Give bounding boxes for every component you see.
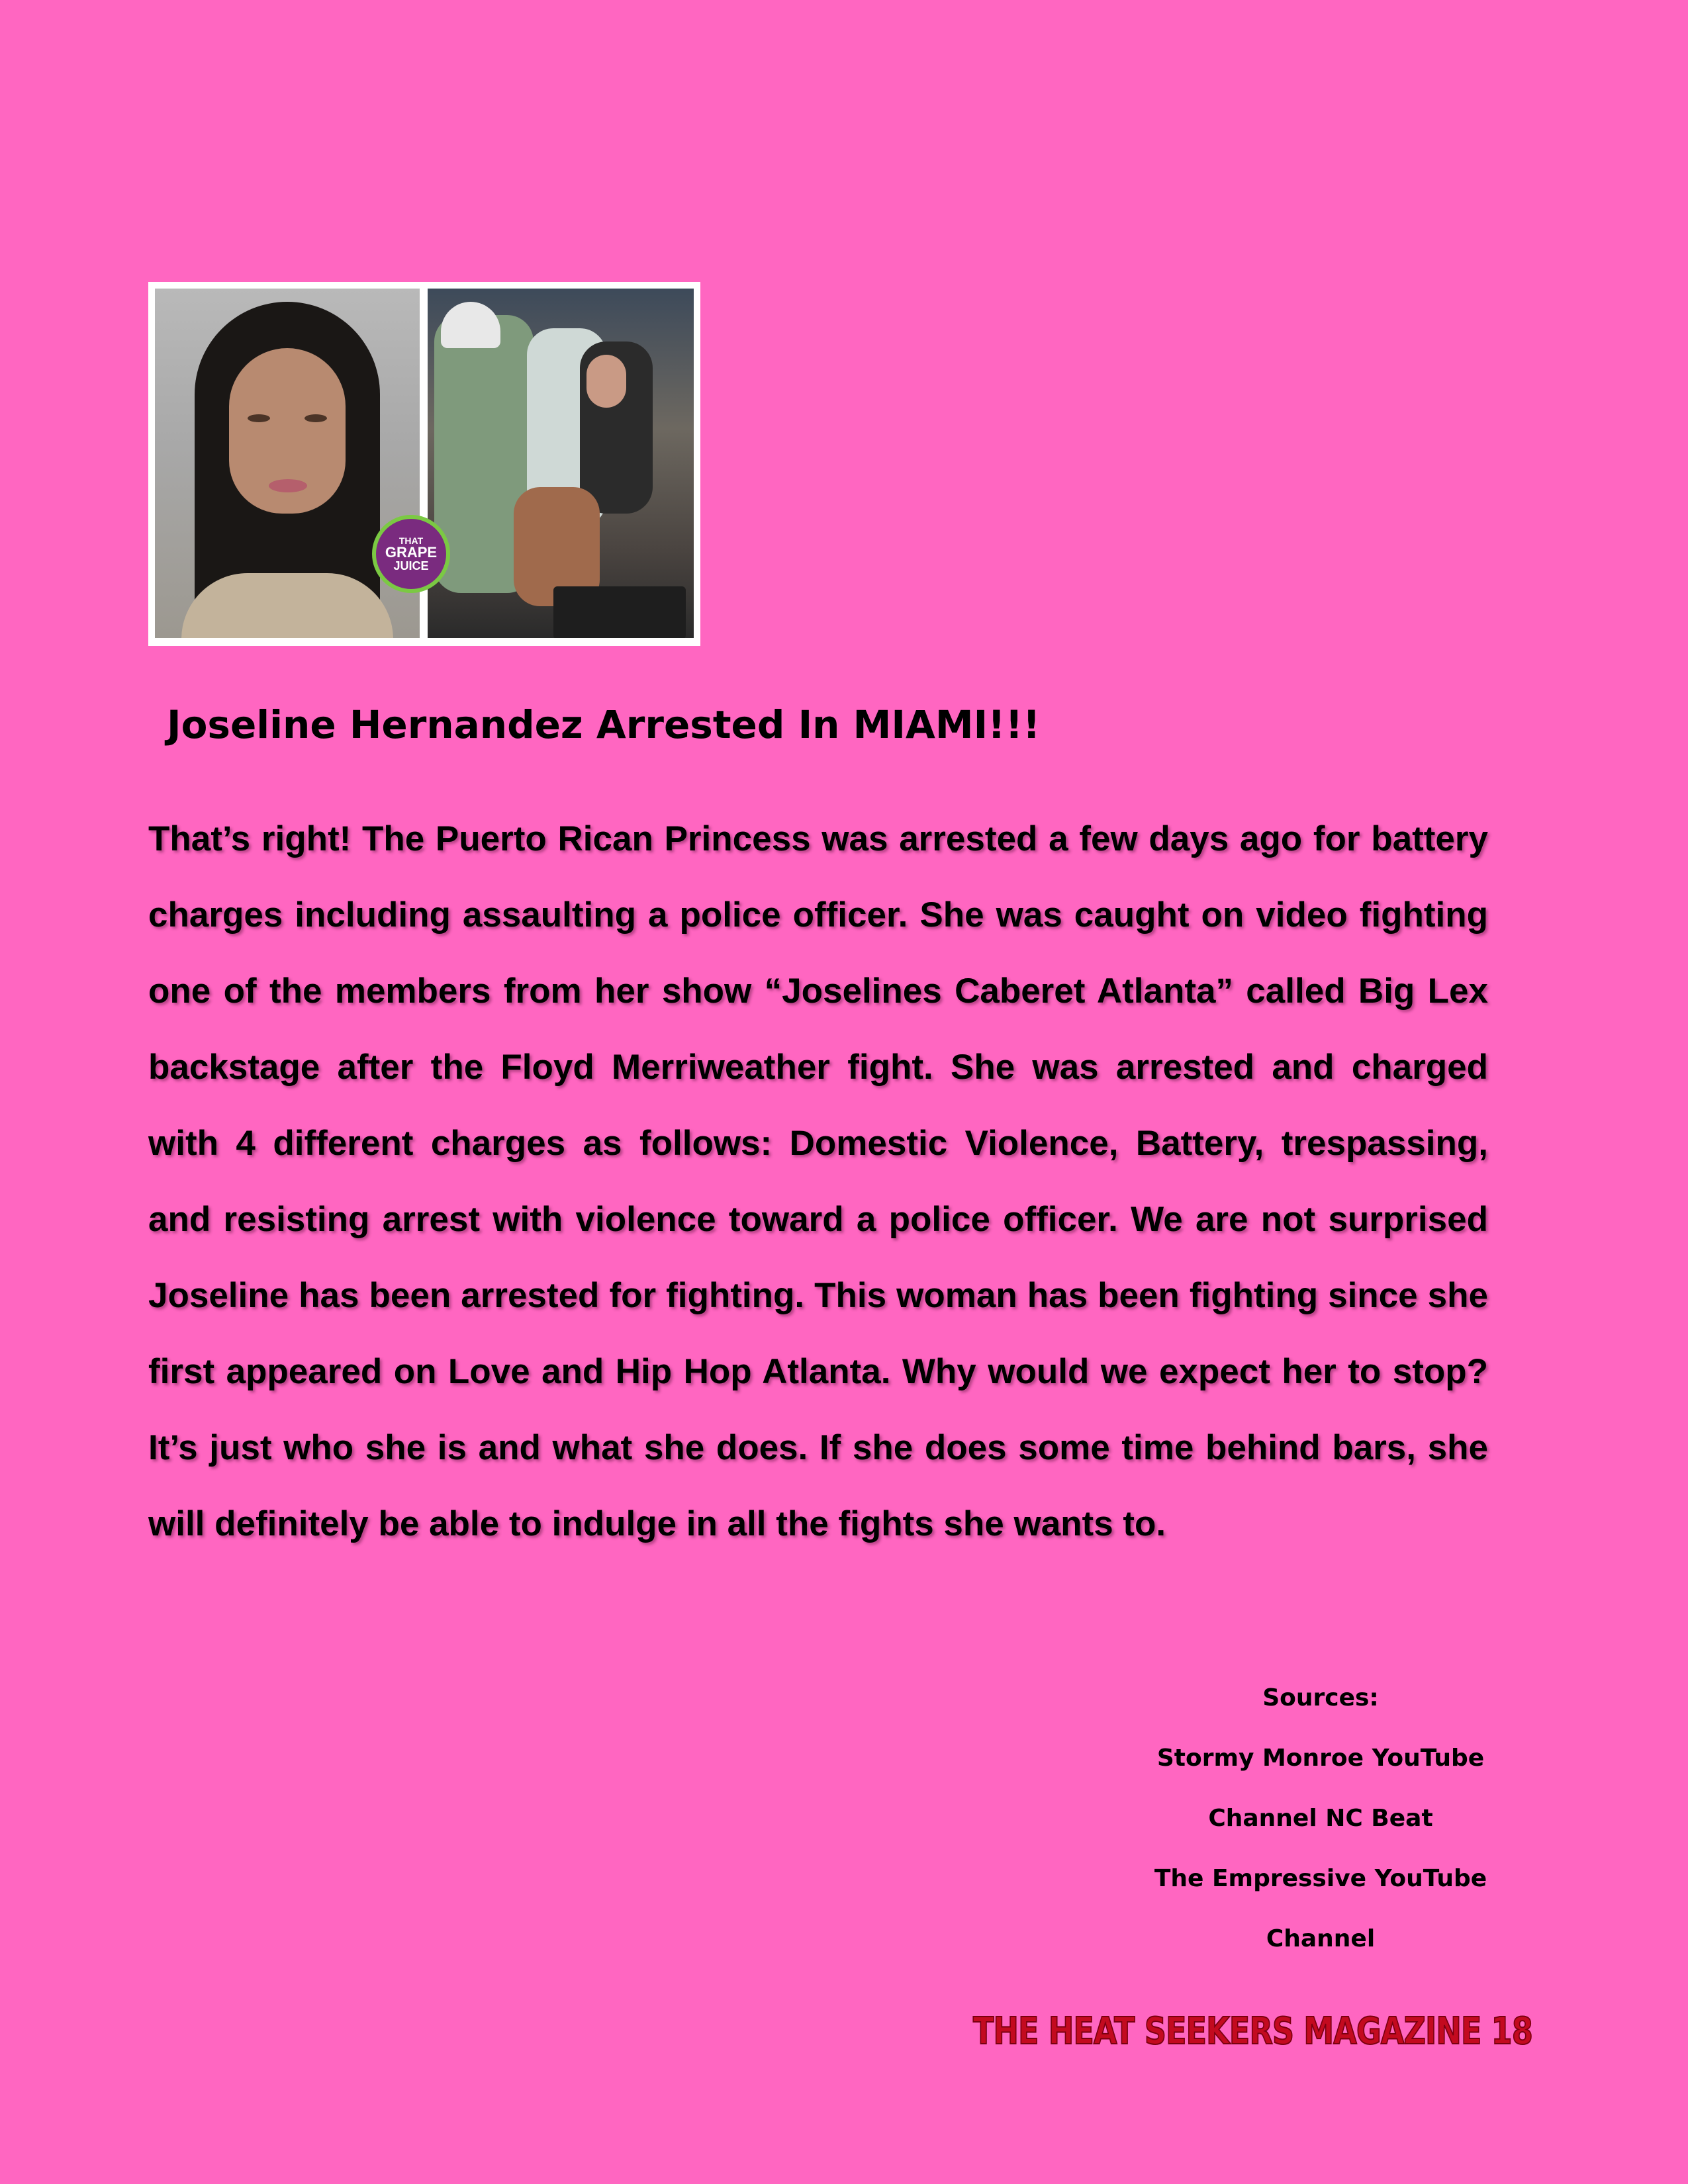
sources-heading: Sources: xyxy=(1262,1684,1379,1711)
article-photo xyxy=(148,282,700,646)
article-body: That’s right! The Puerto Rican Princess was arrested a few days ago for battery charges including assaulting a police officer. She was caught on video fighting one of the members from her show “Joselines Caberet Atlanta” called Big Lex backstage after the Floyd Merriweather fight. She was arrested and charged with 4 different charges as follows: Domestic Violence, Battery, trespassing, and resisting arrest with violence toward a police officer. We are not surprised Joseline has been arrested for fighting. This woman has been fighting since she first appeared on Love and Hip Hop Atlanta. Why would we expect her to stop? It’s just who she is and what she does. If she does some time behind bars, she will definitely be able to indulge in all the fights she wants to. xyxy=(148,819,1488,1543)
source-line: Channel xyxy=(1266,1925,1376,1952)
article-headline: Joseline Hernandez Arrested In MIAMI!!! xyxy=(167,702,1041,747)
that-grape-juice-logo: THAT GRAPE JUICE xyxy=(372,515,450,593)
sources-block xyxy=(1125,1668,1516,1969)
fight-scene-image xyxy=(428,289,694,638)
mugshot-image xyxy=(155,289,420,638)
magazine-footer: THE HEAT SEEKERS MAGAZINE 18 xyxy=(973,2010,1532,2053)
source-line: The Empressive YouTube xyxy=(1154,1865,1487,1892)
source-line: Stormy Monroe YouTube xyxy=(1156,1745,1485,1772)
source-line: Channel NC Beat xyxy=(1208,1805,1433,1832)
